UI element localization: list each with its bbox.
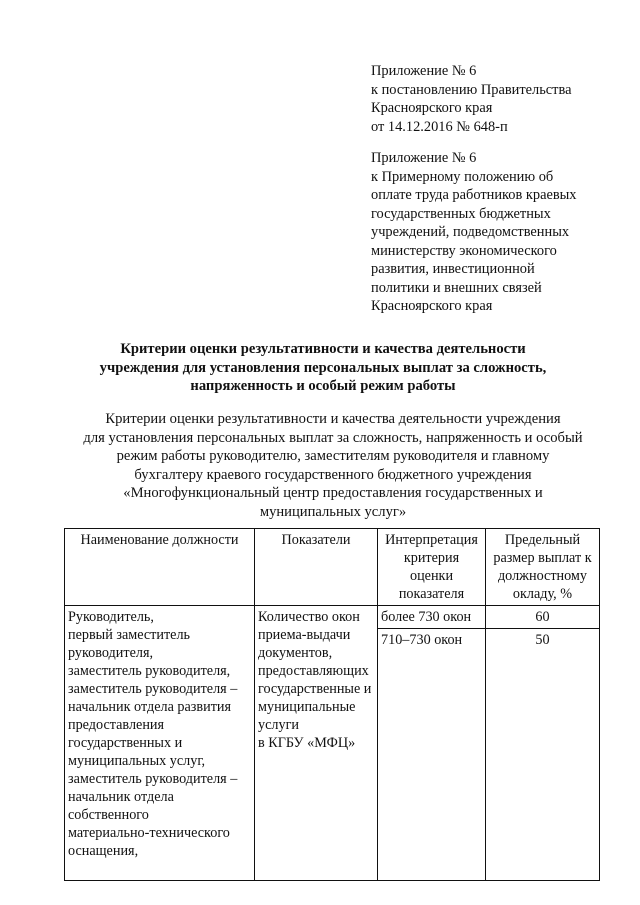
appendix-sub-line: учреждений, подведомственных — [371, 224, 570, 240]
subtitle-line: Критерии оценки результативности и качества деятельности учреждения — [105, 411, 561, 427]
header-interpretation: Интерпретация критерия оценки показателя — [378, 529, 486, 606]
subtitle-line: режим работы руководителю, заместителям руководителя и главному — [116, 448, 550, 464]
appendix-sub-line: развития, инвестиционной — [371, 261, 535, 277]
appendix-main-line: Красноярского края — [371, 100, 493, 116]
appendix-sub-line: министерству экономического — [371, 242, 557, 259]
max-payment-cell: 60 — [486, 606, 600, 629]
appendix-main-line: Приложение № 6 — [371, 63, 477, 79]
appendix-main-line: к постановлению Правительства — [371, 81, 572, 98]
title-line: напряженность и особый режим работы — [190, 378, 456, 394]
document-title — [60, 340, 586, 396]
title-line: Критерии оценки результативности и качества деятельности — [120, 341, 526, 357]
appendix-sub-line: оплате труда работников краевых — [371, 187, 577, 203]
subtitle-line: бухгалтеру краевого государственного бюджетного учреждения — [134, 466, 532, 483]
subtitle-line: для установления персональных выплат за сложность, напряженность и особый — [83, 429, 583, 446]
criteria-table — [64, 528, 600, 881]
interpretation-cell: более 730 окон — [378, 606, 486, 629]
position-cell: Руководитель, первый заместитель руководителя, заместитель руководителя, заместитель руководителя – начальник отдела развития предоставления государственных и муниципальных услуг, заместитель руководителя – начальник отдела собственного материально-технического оснащения, — [65, 606, 255, 881]
appendix-main-block — [371, 62, 631, 136]
appendix-sub-line: государственных бюджетных — [371, 205, 551, 222]
appendix-sub-line: политики и внешних связей — [371, 279, 542, 296]
indicator-cell: Количество окон приема-выдачи документов, предоставляющих государственные и муниципальные услуги в КГБУ «МФЦ» — [255, 606, 378, 881]
interpretation-cell: 710–730 окон — [378, 629, 486, 881]
subtitle-line: муниципальных услуг» — [259, 503, 407, 520]
table-header-row — [65, 529, 600, 606]
appendix-sub-line: к Примерному положению об — [371, 168, 554, 185]
appendix-main-line: от 14.12.2016 № 648-п — [371, 118, 508, 135]
title-line: учреждения для установления персональных выплат за сложность, — [99, 359, 547, 376]
header-indicators: Показатели — [255, 529, 378, 606]
table-row — [65, 606, 600, 629]
max-payment-cell: 50 — [486, 629, 600, 881]
header-max-payment: Предельный размер выплат к должностному окладу, % — [486, 529, 600, 606]
appendix-sub-block — [371, 149, 631, 316]
appendix-sub-line: Приложение № 6 — [371, 150, 477, 166]
header-position: Наименование должности — [65, 529, 255, 606]
document-subtitle — [60, 410, 606, 521]
subtitle-line: «Многофункциональный центр предоставления государственных и — [123, 485, 543, 501]
appendix-sub-line: Красноярского края — [371, 298, 493, 314]
